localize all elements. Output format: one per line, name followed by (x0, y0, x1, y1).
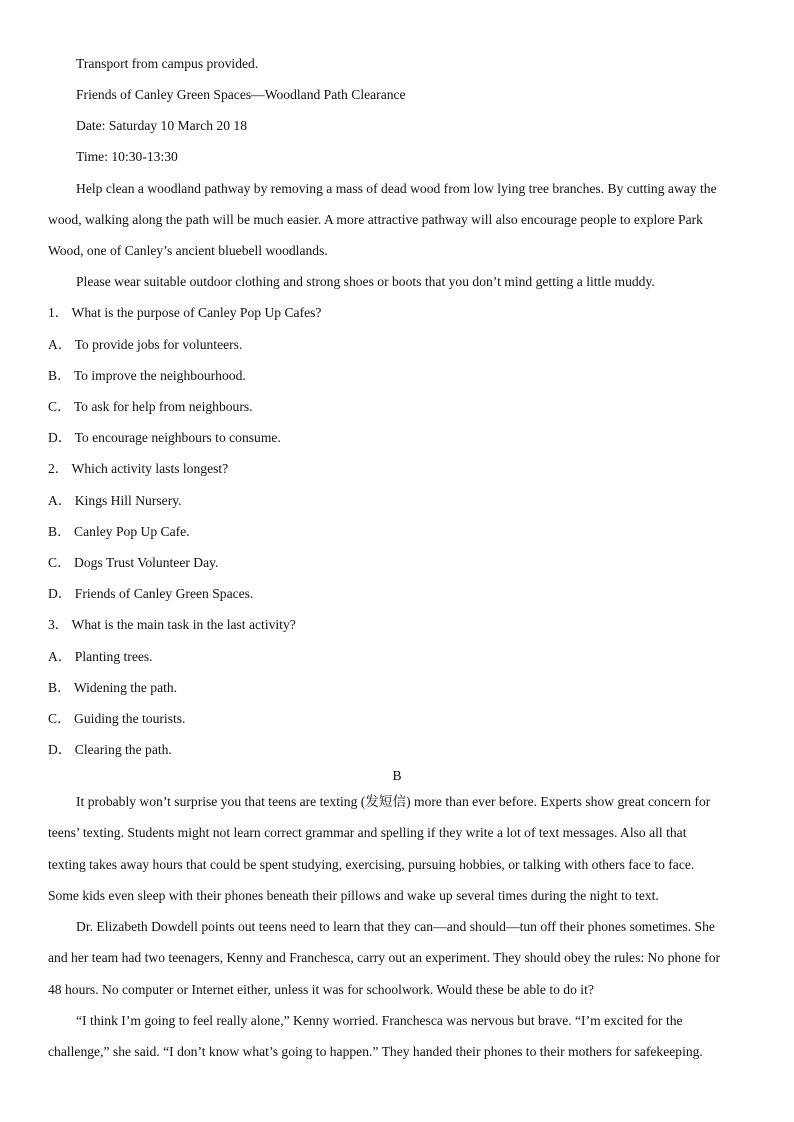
question-stem: 3． What is the main task in the last activity? (48, 617, 296, 632)
activity-title: Friends of Canley Green Spaces—Woodland Path Clearance (76, 87, 406, 102)
paragraph-line: challenge,” she said. “I don’t know what’s going to happen.” They handed their phones to their mothers for safekeeping. (48, 1044, 703, 1059)
paragraph-line: It probably won’t surprise you that teens are texting (发短信) more than ever before. Experts show great concern for (76, 794, 711, 809)
question-option: B． Canley Pop Up Cafe. (48, 524, 190, 539)
paragraph-line: Some kids even sleep with their phones beneath their pillows and wake up several times during the night to text. (48, 888, 659, 903)
question-option: D． To encourage neighbours to consume. (48, 430, 281, 445)
paragraph-line: “I think I’m going to feel really alone,” Kenny worried. Franchesca was nervous but brave. “I’m excited for the (76, 1013, 683, 1028)
question-option: C． Dogs Trust Volunteer Day. (48, 555, 219, 570)
description-line: Help clean a woodland pathway by removing a mass of dead wood from low lying tree branches. By cutting away the (76, 181, 717, 196)
paragraph-line: teens’ texting. Students might not learn correct grammar and spelling if they write a lot of text messages. Also all that (48, 825, 687, 840)
description-line: Wood, one of Canley’s ancient bluebell woodlands. (48, 243, 328, 258)
description-line: wood, walking along the path will be much easier. A more attractive pathway will also encourage people to explore Park (48, 212, 703, 227)
question-option: D． Friends of Canley Green Spaces. (48, 586, 254, 601)
question-option: D． Clearing the path. (48, 742, 172, 757)
section-heading: B (392, 768, 402, 783)
activity-date: Date: Saturday 10 March 20 18 (76, 118, 248, 133)
question-option: C． Guiding the tourists. (48, 711, 186, 726)
paragraph-line: 48 hours. No computer or Internet either, unless it was for schoolwork. Would these be able to do it? (48, 982, 594, 997)
clothing-note: Please wear suitable outdoor clothing and strong shoes or boots that you don’t mind getting a little muddy. (76, 274, 655, 289)
question-option: C． To ask for help from neighbours. (48, 399, 253, 414)
question-option: B． Widening the path. (48, 680, 178, 695)
question-option: A． Kings Hill Nursery. (48, 493, 182, 508)
paragraph-line: and her team had two teenagers, Kenny and Franchesca, carry out an experiment. They should obey the rules: No phone for (48, 950, 721, 965)
question-option: A． Planting trees. (48, 649, 153, 664)
paragraph-line: texting takes away hours that could be spent studying, exercising, pursuing hobbies, or talking with others face to face. (48, 857, 695, 872)
question-stem: 2． Which activity lasts longest? (48, 461, 229, 476)
transport-note: Transport from campus provided. (76, 56, 259, 71)
question-option: B． To improve the neighbourhood. (48, 368, 246, 383)
question-option: A． To provide jobs for volunteers. (48, 337, 243, 352)
paragraph-line: Dr. Elizabeth Dowdell points out teens need to learn that they can—and should—tun off their phones sometimes. She (76, 919, 715, 934)
activity-time: Time: 10:30-13:30 (76, 149, 178, 164)
question-stem: 1． What is the purpose of Canley Pop Up Cafes? (48, 305, 322, 320)
